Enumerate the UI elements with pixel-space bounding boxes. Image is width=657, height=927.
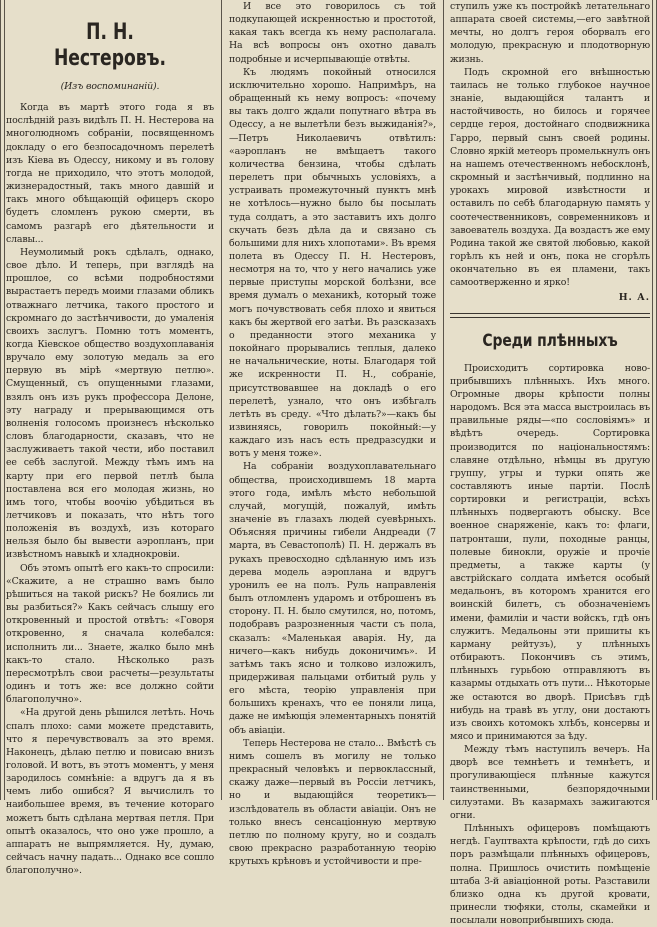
column-divider-2 xyxy=(443,0,444,800)
paragraph: Неумолимый рокъ сдѣлалъ, однако, свое дѣло. И теперь, при взглядѣ на прошлое, со всѣми подробностями вырастаетъ передъ моими глазами обликъ отважнаго летчика, такого простого и скромнаго до застѣнчивости, до умаленія своихъ заслугъ. Помню тотъ моментъ, когда Кіевское общество воздухоплаванія вручало ему золотую медаль за его первую въ мірѣ «мертвую петлю». Смущенный, съ опущенными глазами, взялъ онъ изъ рукъ профессора Делоне, эту награду и прерывающимся отъ волненія голосомъ произнесъ нѣсколько словъ благодарности, сказавъ, что не заслуживаетъ такой чести, ибо поставил ее себѣ заслугой. Между тѣмъ имъ на карту при его первой петлѣ была поставлена вся его молодая жизнь, но имъ того, чтобы воочію убѣдиться въ летчиковъ и показать, что нѣтъ того положенія въ воздухѣ, изъ котораго нельзя было бы вывести аэропланъ, при извѣстномъ навыкѣ и хладнокровіи. xyxy=(6,246,214,561)
article-title: П. Н. Нестеровъ. xyxy=(53,20,167,71)
paragraph: Къ людямъ покойный относился исключительно хорошо. Напримѣръ, на обращенный къ нему вопросъ: «почему вы такъ долго ждали попутнаго вѣтра въ Одессу, а не вылетѣли безъ выжиданія?»,—Петръ Николаевичъ отвѣтилъ: «аэропланъ не вмѣщаетъ такого количества бензина, чтобы сдѣлать перелетъ при обычныхъ условіяхъ, а устраивать промежуточный пунктъ мнѣ не хотѣлось—нужно было бы посылать туда солдатъ, а это заставитъ ихъ долго скучать безъ дѣла да и связано съ большими для нихъ хлопотами». Въ время полета въ Одессу П. Н. Нестеровъ, несмотря на то, что у него начались уже первые приступы морской болѣзни, все время думалъ о механикѣ, который тоже могъ почувствовать себя плохо и явиться какъ бы жертвой его затѣи. Въ разсказахъ о преданности этого механика у покойнаго прорывались теплыя, далеко не начальнические, ноты. Благодаря той же искренности П. Н., собраніе, присутствовавшее на докладѣ о его перелетѣ, узнало, что онъ избѣгалъ летѣть въ среду. «Что дѣлать?»—какъ бы извиняясь, говорилъ покойный:—у каждаго изъ насъ есть предразсудки и вотъ у меня тоже». xyxy=(229,66,436,460)
paragraph: Между тѣмъ наступилъ вечеръ. На дворѣ все темнѣетъ и темнѣетъ, и прогуливающіеся плѣнные кажутся таинственными, безпорядочными силуэтами. Въ казармахъ зажигаются огни. xyxy=(450,744,650,821)
column-divider-1 xyxy=(221,0,222,800)
paragraph: Происходитъ сортировка ново-прибывшихъ плѣнныхъ. Ихъ много. Огромные дворы крѣпости полны народомъ. Вся эта масса выстроилась въ правильные ряды—«по сословіямъ» и вѣдѣтъ очередь. Сортировка производится по національностямъ: славяне отдѣльно, нѣмцы въ другую группу, угры и турки опять же составляютъ иные партіи. Послѣ сортировки и регистраціи, всѣхъ плѣнныхъ подвергаютъ обыску. Все военное снаряженіе, какъ то: флаги, патронташи, пули, походные ранцы, полевые бинокли, оружіе и прочіе предметы, а также карты (у австрійскаго солдата имѣется особый медальонъ, въ которомъ хранится его воинскій билетъ, съ обозначеніемъ имени, фамиліи и части войскъ, гдѣ онъ служитъ. Медальоны эти пришиты къ карману рейтузъ), у плѣнныхъ отбираютъ. Покончивъ съ этимъ, плѣнныхъ гурьбою отправляютъ въ казармы отдыхать отъ пути... Нѣкоторые же остаются во дворѣ. Присѣвъ гдѣ нибудь на травѣ въ углу, они достаютъ изъ своихъ котомокъ хлѣбъ, консервы и мясо и принимаются за ѣду. xyxy=(450,362,650,742)
column-1 xyxy=(6,0,214,877)
paragraph: ступилъ уже къ постройкѣ летательнаго аппарата своей системы,—его завѣтной мечты, но долгъ героя оборвалъ его молодую, прекрасную и плодотворную жизнь. xyxy=(450,1,650,65)
paragraph: Подъ скромной его внѣшностью таилась не только глубокое научное знаніе, выдающійся талантъ и настойчивость, но билось и горячее сердце героя, достойнаго сподвижника Гарро, первый сынъ своей родины. Словно яркій метеоръ промелькнулъ онъ на нашемъ отечественномъ небосклонѣ, скромный и застѣнчивый, подлинно на урокахъ мировой извѣстности и оставилъ по себѣ благодарную память у соотечественниковъ, современниковъ и завоеватель воздуха. Да воздастъ же ему Родина такой же святой любовью, какой горѣлъ къ ней и онъ, пока не сгорѣлъ окончательно въ ея пламени, такъ самоотверженно и ярко! xyxy=(450,66,650,289)
article-subtitle: (Изъ воспоминаній). xyxy=(60,81,160,92)
paragraph: «На другой день рѣшился летѣть. Ночь спалъ плохо: сами можете представить, что я перечувствовалъ за это время. Наконецъ, дѣлаю петлю и повисаю внизъ головой. И вотъ, въ этотъ моментъ, у меня зародилось сомнѣніе: а вдругъ да я въ чемъ либо ошибся? Я вычислилъ то наибольшее время, въ течение котораго можетъ быть сдѣлана мертвая петля. При опытѣ оказалось, что оно уже прошло, а аппаратъ не выпрямляется. Ну, думаю, сейчасъ начну падать... Однако все сошло благополучно». xyxy=(6,707,214,877)
section-title: Среди плѣнныхъ xyxy=(482,330,618,351)
signature: Н. А. xyxy=(618,292,650,304)
paragraph: Когда въ мартѣ этого года я въ послѣдній разъ видѣлъ П. Н. Нестерова на многолюдномъ собраніи, посвященномъ докладу о его безпосадочномъ перелетѣ изъ Кіева въ Одессу, никому и въ голову тогда не приходило, что этотъ молодой, жизнерадостный, такъ много давшій и такъ много обѣщающій офицеръ скоро будетъ сломленъ рукою смерти, въ самомъ разгарѣ его дѣятельности и славы... xyxy=(6,102,214,245)
section-divider xyxy=(450,313,650,318)
paragraph: Плѣнныхъ офицеровъ помѣщаютъ негдѣ. Гауптвахта крѣпости, гдѣ до сихъ поръ размѣщали плѣнныхъ офицеровъ, полна. Пришлось очистить помѣщеніе штаба 3-й авіаціонной роты. Разставили близко одна къ другой кровати, принесли тюфяки, столы, скамейки и посылали новоприбывшихъ сюда. xyxy=(450,823,650,927)
right-border xyxy=(652,0,657,800)
paragraph: Объ этомъ опытѣ его какъ-то спросили: «Скажите, а не страшно вамъ было рѣшиться на такой рискъ? Не боялись ли вы разбиться?» Какъ сейчасъ слышу его откровенный и простой отвѣтъ: «Говоря откровенно, я сначала колебался: исполнить ли... Знаете, жалко было мнѣ какъ-то стало. Нѣсколько разъ пересмотрѣлъ свои расчеты—результаты одинъ и тотъ же: все должно сойти благополучно». xyxy=(6,562,214,706)
paragraph: На собраніи воздухоплавательнаго общества, происходившемъ 18 марта этого года, имѣлъ мѣсто небольшой случай, могущій, пожалуй, имѣть значеніе въ глазахъ людей суевѣрныхъ. Объясняя причины гибели Андреади (7 марта, въ Севастополѣ) П. Н. держалъ въ рукахъ превосходно сдѣланную имъ изъ дерева модель аэроплана и вдругъ уронилъ ее на полъ. Руль направленія былъ отломленъ ударомъ и отброшенъ въ сторону. П. Н. было смутился, но, потомъ, подобравъ разрозненныя части съ пола, сказалъ: «Маленькая аварія. Ну, да ничего—какъ нибудь доконичимъ». И затѣмъ такъ ясно и толково изложилъ, придерживая пальцами отбитый руль у его мѣста, теорію управленія при большихъ кренахъ, что ее поняли лица, даже не имѣющія элементарныхъ понятій объ авіаціи. xyxy=(229,461,436,736)
left-border xyxy=(0,0,5,800)
column-3 xyxy=(450,0,650,927)
paragraph: И все это говорилось съ той подкупающей искренностью и простотой, какая такъ всегда къ нему располагала. На всѣ вопросы онъ охотно давалъ подробные и исчерпывающіе отвѣты. xyxy=(229,1,436,65)
paragraph: Теперь Нестерова не стало... Вмѣстѣ съ нимъ сошелъ въ могилу не только прекрасный человѣкъ и первоклассный, скажу даже—первый въ Россіи летчикъ, но и выдающійся теоретикъ—изслѣдователь въ области авіаціи. Онъ не только внесъ сенсаціонную мертвую петлю по полному кругу, но и создалъ свою прекрасно разработанную теорію крутыхъ крѣновъ и устойчивости и пре- xyxy=(229,737,436,868)
column-2 xyxy=(229,0,436,868)
